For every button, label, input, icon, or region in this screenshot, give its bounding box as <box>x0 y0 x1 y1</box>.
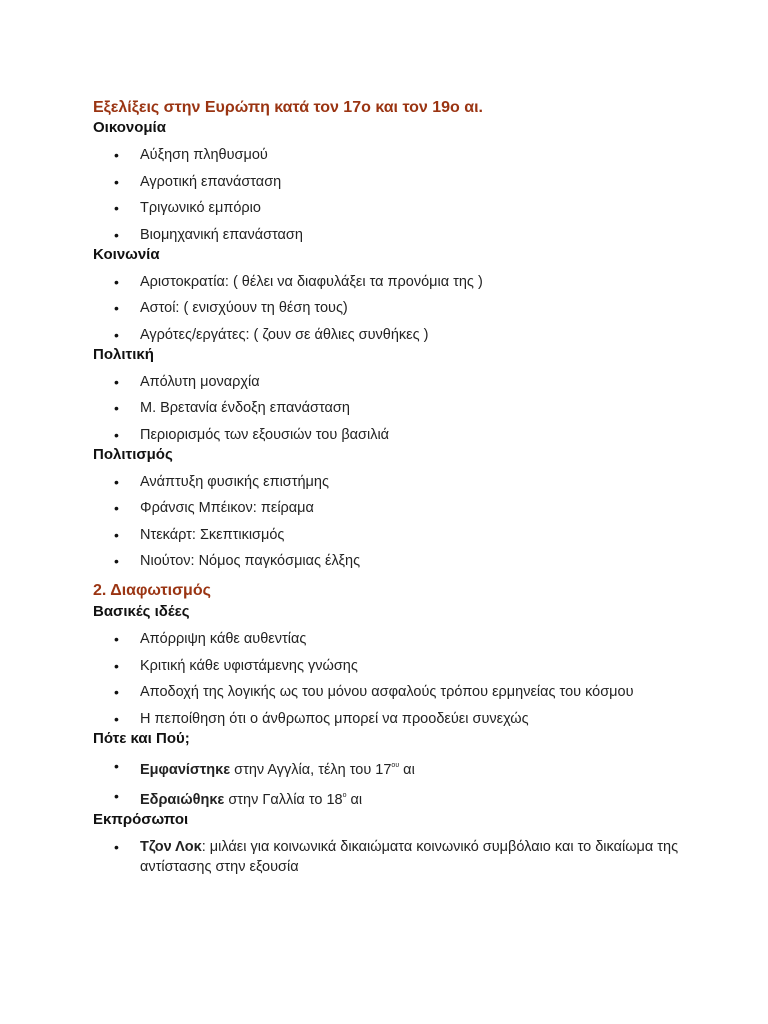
ordinal-suffix: ου <box>391 761 400 769</box>
list-item: • Ντεκάρτ: Σκεπτικισμός <box>93 525 693 545</box>
document-page <box>93 96 693 877</box>
list-item: • Ανάπτυξη φυσικής επιστήμης <box>93 472 693 492</box>
document-title: Εξελίξεις στην Ευρώπη κατά τον 17ο και τον 19ο αι. <box>93 99 483 116</box>
heading-economy: Οικονομία <box>93 119 166 136</box>
list-society <box>93 272 693 345</box>
heading-representatives: Εκπρόσωποι <box>93 811 189 828</box>
list-item: • Η πεποίθηση ότι ο άνθρωπος μπορεί να προοδεύει συνεχώς <box>93 709 693 729</box>
ordinal-suffix: ο <box>342 792 347 799</box>
list-item: • Περιορισμός των εξουσιών του βασιλιά <box>93 425 693 445</box>
list-item-text: στην Γαλλία το 18 <box>224 792 343 808</box>
list-item <box>93 786 693 810</box>
section-title-enlightenment: 2. Διαφωτισμός <box>93 582 211 599</box>
list-item-bold: Εδραιώθηκε <box>140 792 225 808</box>
list-item-text: : μιλάει για κοινωνικά δικαιώματα κοινωνικό συμβόλαιο και το δικαίωμα της αντίστασης στην εξουσία <box>140 839 679 875</box>
list-item: • Αύξηση πληθυσμού <box>93 145 693 165</box>
heading-culture: Πολιτισμός <box>93 445 173 463</box>
heading-politics: Πολιτική <box>93 345 154 363</box>
heading-when-where: Πότε και Πού; <box>93 729 190 747</box>
list-item-text-after: αι <box>346 792 363 808</box>
list-basic-ideas <box>93 629 693 729</box>
list-item: • Αγροτική επανάσταση <box>93 172 693 192</box>
list-item-bold: Εμφανίστηκε <box>140 761 231 778</box>
list-when-where <box>93 756 693 811</box>
list-item: • Κριτική κάθε υφιστάμενης γνώσης <box>93 656 693 676</box>
list-politics <box>93 372 693 445</box>
list-item-text-after: αι <box>399 761 415 778</box>
list-item: • Απόλυτη μοναρχία <box>93 372 693 392</box>
list-item: • Νιούτον: Νόμος παγκόσμιας έλξης <box>93 551 693 571</box>
list-representatives <box>93 837 693 877</box>
list-item <box>93 837 693 877</box>
list-item: • Αγρότες/εργάτες: ( ζουν σε άθλιες συνθήκες ) <box>93 325 693 345</box>
list-item <box>93 756 693 780</box>
heading-society: Κοινωνία <box>93 245 160 263</box>
list-item: • Αστοί: ( ενισχύουν τη θέση τους) <box>93 298 693 318</box>
list-item: • Αποδοχή της λογικής ως του μόνου ασφαλούς τρόπου ερμηνείας του κόσμου <box>93 682 693 702</box>
list-item: • Βιομηχανική επανάσταση <box>93 225 693 245</box>
list-item-text: στην Αγγλία, τέλη του 17 <box>230 761 392 778</box>
list-item-bold: Τζον Λοκ <box>140 839 202 855</box>
list-item: • Αριστοκρατία: ( θέλει να διαφυλάξει τα προνόμια της ) <box>93 272 693 292</box>
list-item: • Τριγωνικό εμπόριο <box>93 198 693 218</box>
list-culture <box>93 472 693 572</box>
list-economy <box>93 145 693 245</box>
heading-basic-ideas: Βασικές ιδέες <box>93 603 190 620</box>
list-item: • Απόρριψη κάθε αυθεντίας <box>93 629 693 649</box>
list-item: • Μ. Βρετανία ένδοξη επανάσταση <box>93 398 693 418</box>
list-item: • Φράνσις Μπέικον: πείραμα <box>93 498 693 518</box>
